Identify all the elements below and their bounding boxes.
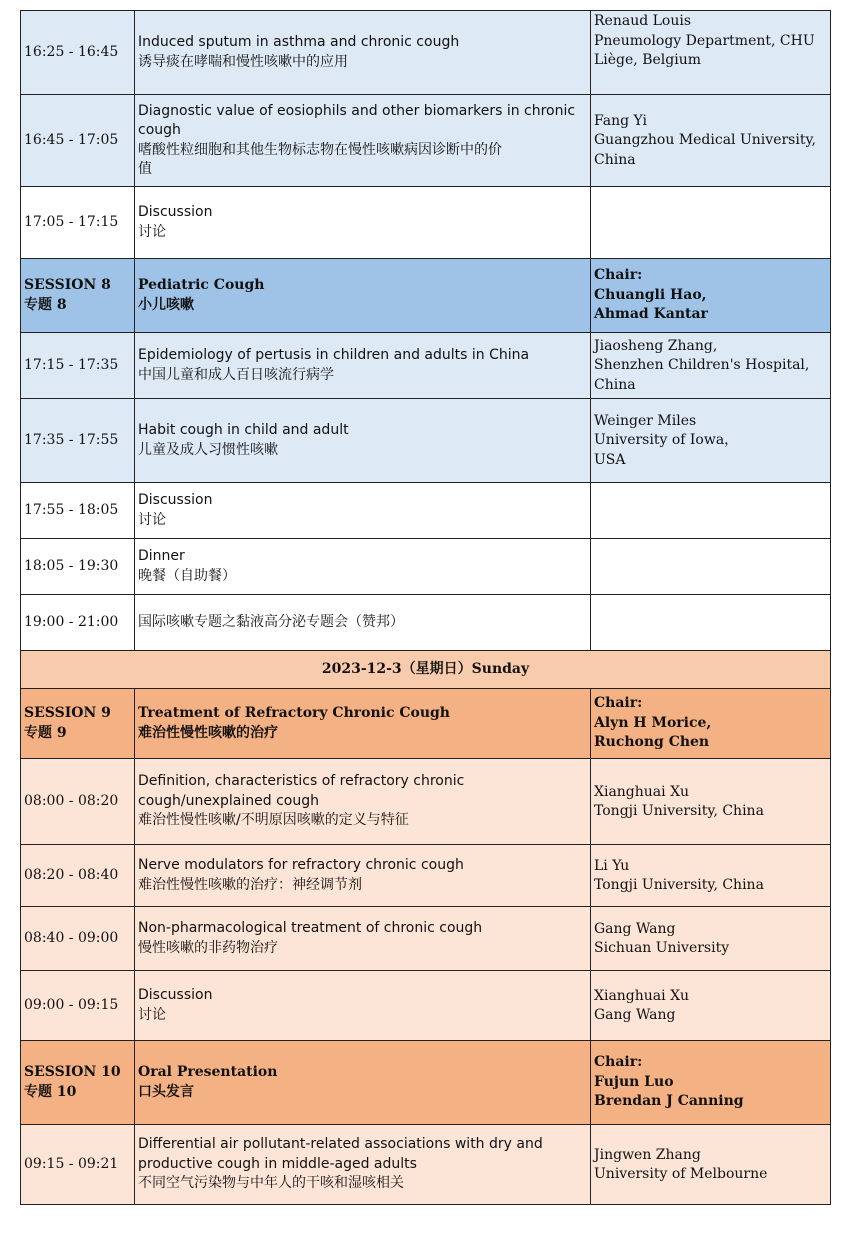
topic-en: cough xyxy=(138,122,181,138)
table-row xyxy=(21,95,831,187)
time-cell: 16:45 - 17:05 xyxy=(21,95,135,187)
topic-en: Habit cough in child and adult xyxy=(138,422,349,438)
speaker-cell xyxy=(591,95,831,187)
session-label-cell xyxy=(21,689,135,759)
date-header-row xyxy=(21,651,831,689)
speaker-cell xyxy=(591,1125,831,1205)
session-label: SESSION 8 xyxy=(24,277,111,293)
topic-en: Induced sputum in asthma and chronic cough xyxy=(138,34,460,50)
topic-zh: 晚餐（自助餐） xyxy=(138,567,236,584)
speaker-line: Guangzhou Medical University, xyxy=(594,132,816,149)
time-cell: 08:40 - 09:00 xyxy=(21,907,135,971)
topic-zh: 难治性慢性咳嗽的治疗：神经调节剂 xyxy=(138,876,362,893)
session-label-cell xyxy=(21,1041,135,1125)
topic-en: Definition, characteristics of refractory chronic xyxy=(138,773,465,790)
session-title-zh: 小儿咳嗽 xyxy=(138,296,194,313)
chair-line: Fujun Luo xyxy=(594,1073,674,1090)
topic-en: Epidemiology of pertusis in children and adults in China xyxy=(138,347,530,363)
session-label-cell xyxy=(21,259,135,333)
topic-zh: 讨论 xyxy=(138,511,166,528)
speaker-line: Xianghuai Xu xyxy=(594,987,690,1004)
speaker-cell xyxy=(591,187,831,259)
topic-zh: 值 xyxy=(138,161,152,177)
speaker-line: China xyxy=(594,376,636,393)
session-label-zh: 专题 10 xyxy=(24,1083,77,1100)
speaker-line: Jiaosheng Zhang, xyxy=(594,337,718,354)
time-cell: 17:55 - 18:05 xyxy=(21,483,135,539)
topic-cell xyxy=(135,483,591,539)
speaker-cell xyxy=(591,539,831,595)
topic-zh: 讨论 xyxy=(138,1006,166,1023)
session-chair-cell xyxy=(591,259,831,333)
session-title-zh: 口头发言 xyxy=(138,1083,194,1100)
speaker-line: Liège, Belgium xyxy=(594,52,701,68)
time-cell: 17:15 - 17:35 xyxy=(21,333,135,399)
date-header: 2023-12-3（星期日）Sunday xyxy=(21,651,831,689)
speaker-line: Li Yu xyxy=(594,857,630,874)
topic-en: Discussion xyxy=(138,987,213,1003)
schedule-table xyxy=(20,10,831,1205)
time-cell: 09:00 - 09:15 xyxy=(21,971,135,1041)
table-row xyxy=(21,333,831,399)
session-label: SESSION 10 xyxy=(24,1064,121,1080)
session-title: Pediatric Cough xyxy=(138,277,265,293)
table-row xyxy=(21,11,831,95)
topic-zh: 国际咳嗽专题之黏液高分泌专题会（赞邦） xyxy=(138,613,404,630)
topic-cell xyxy=(135,1125,591,1205)
speaker-cell xyxy=(591,759,831,845)
topic-zh: 不同空气污染物与中年人的干咳和湿咳相关 xyxy=(138,1175,404,1192)
chair-line: Chuangli Hao, xyxy=(594,286,707,303)
table-row xyxy=(21,971,831,1041)
session-label-zh: 专题 8 xyxy=(24,296,67,313)
topic-en: Discussion xyxy=(138,204,213,220)
topic-zh: 难治性慢性咳嗽/不明原因咳嗽的定义与特征 xyxy=(138,812,409,829)
session-title-cell xyxy=(135,689,591,759)
speaker-line: Jingwen Zhang xyxy=(594,1146,701,1163)
speaker-cell xyxy=(591,399,831,483)
speaker-cell xyxy=(591,333,831,399)
time-cell: 18:05 - 19:30 xyxy=(21,539,135,595)
speaker-line: China xyxy=(594,151,636,168)
speaker-line: Fang Yi xyxy=(594,112,648,129)
topic-en: Nerve modulators for refractory chronic cough xyxy=(138,857,464,873)
speaker-line: University of Iowa， xyxy=(594,432,739,449)
table-row xyxy=(21,595,831,651)
time-cell: 16:25 - 16:45 xyxy=(21,11,135,95)
topic-cell xyxy=(135,759,591,845)
topic-cell xyxy=(135,971,591,1041)
time-cell: 19:00 - 21:00 xyxy=(21,595,135,651)
session-title: Treatment of Refractory Chronic Cough xyxy=(138,705,450,721)
session-label: SESSION 9 xyxy=(24,705,111,721)
topic-cell xyxy=(135,399,591,483)
speaker-line: Renaud Louis xyxy=(594,13,692,29)
topic-cell xyxy=(135,11,591,95)
table-row xyxy=(21,187,831,259)
session-title-cell xyxy=(135,1041,591,1125)
session-header-row xyxy=(21,1041,831,1125)
chair-line: Chair: xyxy=(594,695,643,712)
topic-zh: 讨论 xyxy=(138,223,166,240)
speaker-cell xyxy=(591,595,831,651)
table-row xyxy=(21,483,831,539)
speaker-cell xyxy=(591,11,831,95)
time-cell: 17:05 - 17:15 xyxy=(21,187,135,259)
table-row xyxy=(21,1125,831,1205)
topic-cell xyxy=(135,187,591,259)
topic-cell xyxy=(135,845,591,907)
session-title-zh: 难治性慢性咳嗽的治疗 xyxy=(138,724,278,741)
session-chair-cell xyxy=(591,689,831,759)
speaker-cell xyxy=(591,845,831,907)
topic-cell xyxy=(135,595,591,651)
table-row xyxy=(21,399,831,483)
chair-line: Ahmad Kantar xyxy=(594,306,708,323)
table-row xyxy=(21,907,831,971)
topic-zh: 慢性咳嗽的非药物治疗 xyxy=(138,939,278,956)
topic-cell xyxy=(135,333,591,399)
speaker-line: Tongji University, China xyxy=(594,877,764,893)
speaker-line: University of Melbourne xyxy=(594,1166,768,1182)
session-header-row xyxy=(21,689,831,759)
time-cell: 09:15 - 09:21 xyxy=(21,1125,135,1205)
topic-en: cough/unexplained cough xyxy=(138,792,319,809)
table-row xyxy=(21,759,831,845)
speaker-line: Gang Wang xyxy=(594,920,676,937)
speaker-line: Pneumology Department, CHU xyxy=(594,32,815,49)
speaker-line: Gang Wang xyxy=(594,1007,676,1023)
topic-zh: 诱导痰在哮喘和慢性咳嗽中的应用 xyxy=(138,53,348,70)
topic-en: Discussion xyxy=(138,492,213,508)
speaker-line: Weinger Miles xyxy=(594,412,697,429)
topic-cell xyxy=(135,539,591,595)
topic-zh: 儿童及成人习惯性咳嗽 xyxy=(138,441,278,458)
topic-en: Diagnostic value of eosiophils and other biomarkers in chronic xyxy=(138,102,576,119)
topic-en: productive cough in middle-aged adults xyxy=(138,1155,417,1172)
session-label-zh: 专题 9 xyxy=(24,724,67,741)
speaker-line: Tongji University, China xyxy=(594,803,764,819)
time-cell: 17:35 - 17:55 xyxy=(21,399,135,483)
chair-line: Chair: xyxy=(594,267,643,284)
time-cell: 08:20 - 08:40 xyxy=(21,845,135,907)
speaker-line: Shenzhen Children's Hospital, xyxy=(594,357,810,374)
speaker-line: Sichuan University xyxy=(594,940,730,956)
table-row xyxy=(21,845,831,907)
session-title: Oral Presentation xyxy=(138,1064,278,1080)
topic-cell xyxy=(135,95,591,187)
topic-zh: 嗜酸性粒细胞和其他生物标志物在慢性咳嗽病因诊断中的价 xyxy=(138,141,502,158)
topic-zh: 中国儿童和成人百日咳流行病学 xyxy=(138,366,334,383)
session-chair-cell xyxy=(591,1041,831,1125)
session-title-cell xyxy=(135,259,591,333)
session-header-row xyxy=(21,259,831,333)
chair-line: Chair: xyxy=(594,1054,643,1071)
speaker-line: Xianghuai Xu xyxy=(594,783,690,800)
table-row xyxy=(21,539,831,595)
speaker-cell xyxy=(591,483,831,539)
topic-cell xyxy=(135,907,591,971)
chair-line: Ruchong Chen xyxy=(594,734,710,751)
speaker-line: USA xyxy=(594,451,626,468)
speaker-cell xyxy=(591,907,831,971)
chair-line: Brendan J Canning xyxy=(594,1093,744,1110)
topic-en: Differential air pollutant-related associations with dry and xyxy=(138,1136,543,1153)
topic-en: Non-pharmacological treatment of chronic cough xyxy=(138,920,483,936)
speaker-cell xyxy=(591,971,831,1041)
chair-line: Alyn H Morice, xyxy=(594,714,712,731)
topic-en: Dinner xyxy=(138,548,185,564)
time-cell: 08:00 - 08:20 xyxy=(21,759,135,845)
